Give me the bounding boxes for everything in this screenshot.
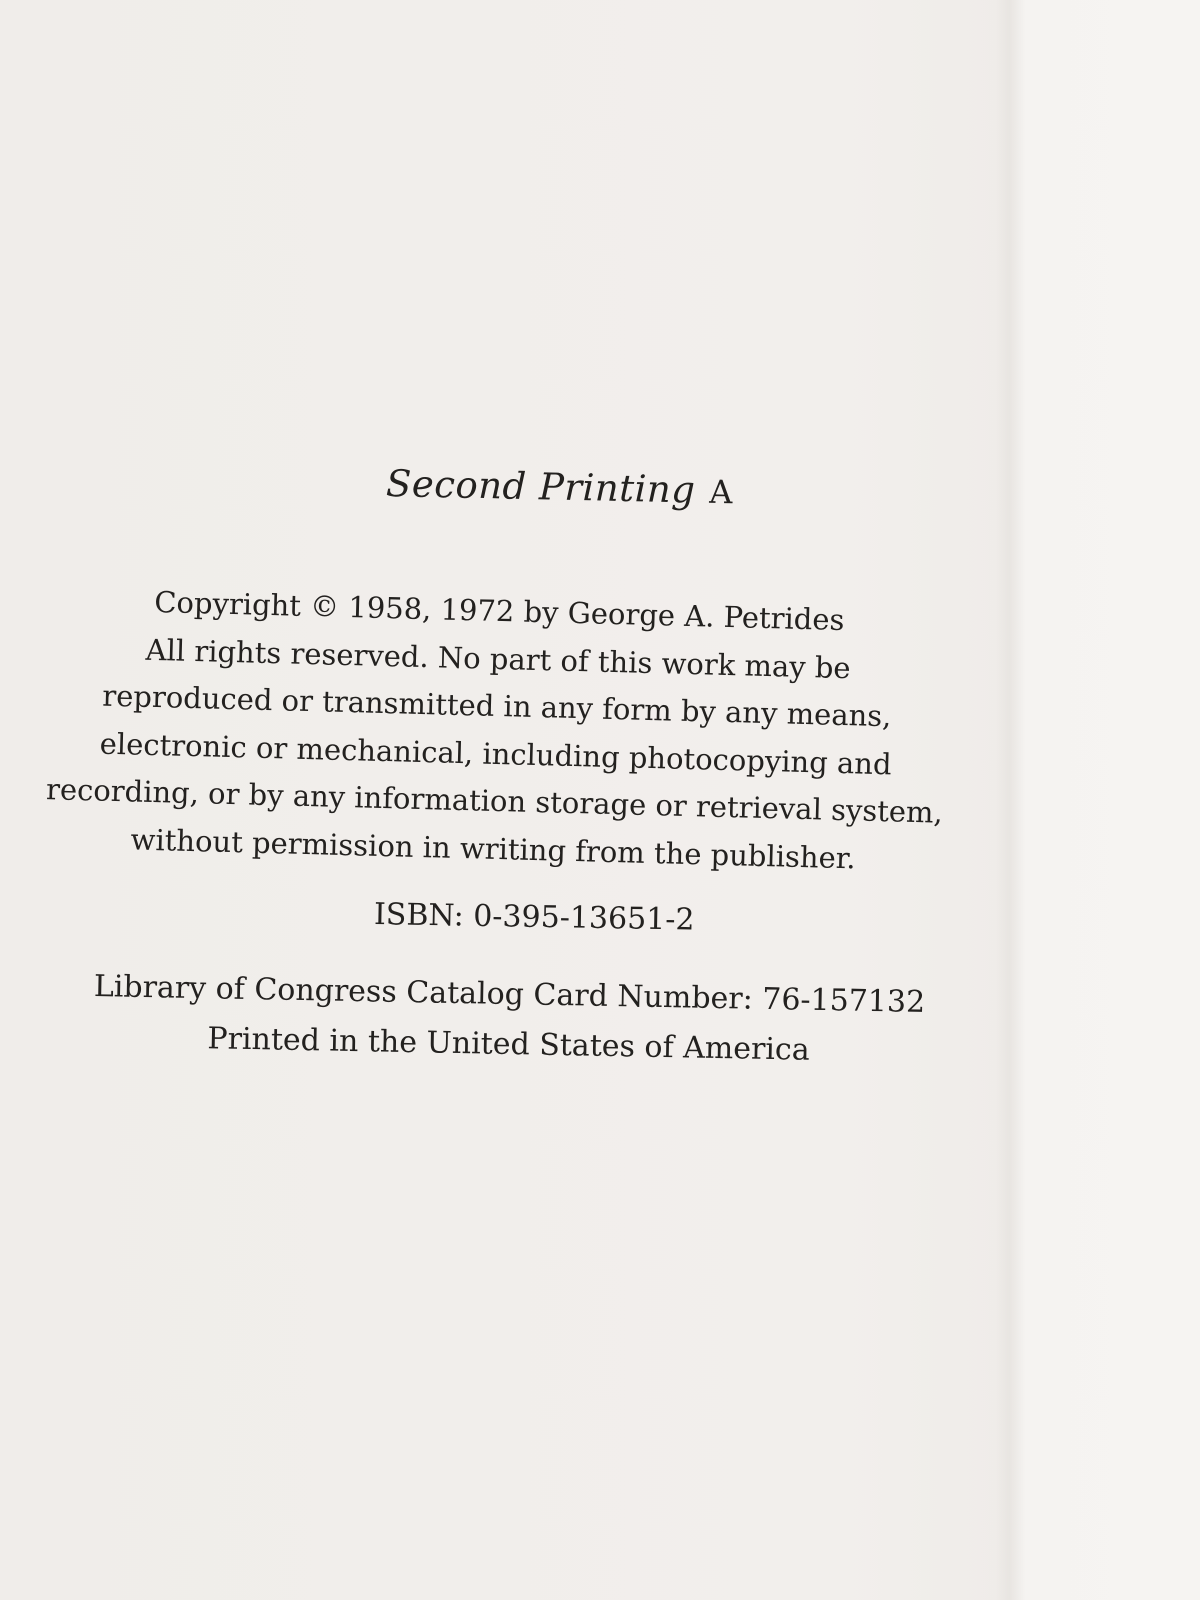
copyright-block xyxy=(33,576,960,885)
book-gutter-shadow xyxy=(995,0,1025,1600)
printing-notice xyxy=(386,462,734,512)
rights-line: without permission in writing from the publisher. xyxy=(130,821,857,875)
catalog-card-number: Library of Congress Catalog Card Number: 76-157132 xyxy=(93,969,926,1020)
printed-in-notice: Printed in the United States of America xyxy=(207,1021,810,1068)
printing-label: Second Printing xyxy=(385,462,696,512)
library-block xyxy=(58,961,960,1078)
isbn-number: ISBN: 0-395-13651-2 xyxy=(373,897,695,938)
printing-letter: A xyxy=(708,472,734,512)
copyright-line: Copyright © 1958, 1972 by George A. Petrides xyxy=(153,584,845,638)
rights-line: reproduced or transmitted in any form by any means, xyxy=(101,678,892,734)
rights-line: electronic or mechanical, including photocopying and xyxy=(99,726,892,781)
rights-line: recording, or by any information storage or retrieval system, xyxy=(45,772,944,830)
rights-line: All rights reserved. No part of this work may be xyxy=(145,632,852,685)
